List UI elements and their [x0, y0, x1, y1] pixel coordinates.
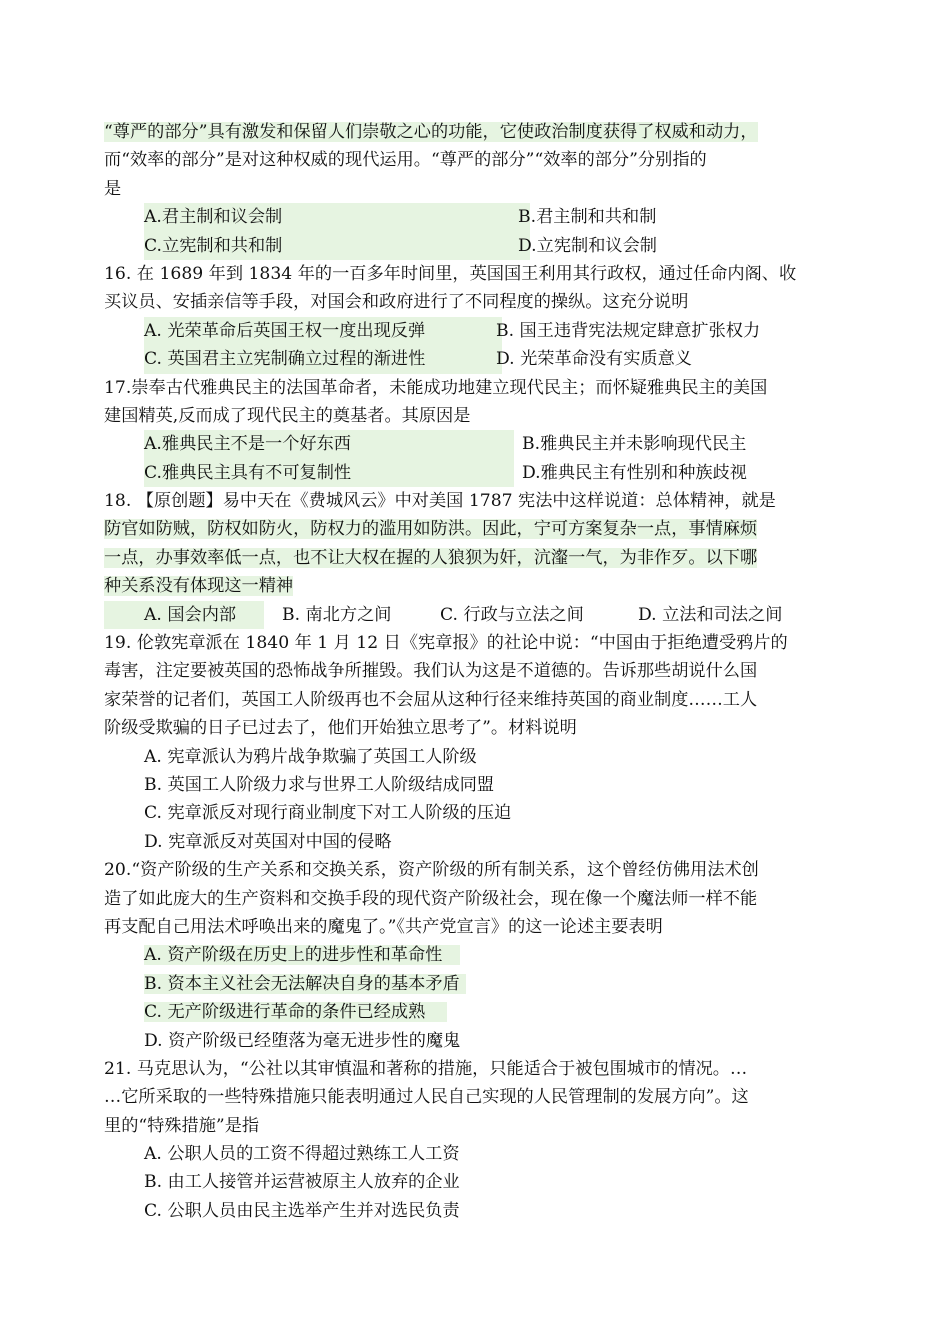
q20-option-a-line: [104, 941, 850, 969]
q17-stem-line-2: 建国精英,反而成了现代民主的奠基者。其原因是: [104, 405, 471, 426]
q16-options-row-1: [104, 317, 850, 345]
q15-option-d: D.立宪制和议会制: [518, 235, 657, 256]
q20-stem-line-1: 20.“资产阶级的生产关系和交换关系，资产阶级的所有制关系，这个曾经仿佛用法术创: [104, 860, 759, 881]
q20-option-d: D. 资产阶级已经堕落为毫无进步性的魔鬼: [144, 1030, 461, 1051]
q16-option-c: C. 英国君主立宪制确立过程的渐进性: [144, 345, 502, 373]
q19-option-b: B. 英国工人阶级力求与世界工人阶级结成同盟: [144, 774, 495, 795]
q17-stem-line-1: 17.崇奉古代雅典民主的法国革命者，未能成功地建立现代民主；而怀疑雅典民主的美国: [104, 377, 768, 398]
q17-options-row-1: [104, 430, 850, 458]
q18-stem-line-4: 种关系没有体现这一精神: [104, 576, 294, 597]
q19-stem-line-2: 毒害，注定要被英国的恐怖战争所摧毁。我们认为这是不道德的。告诉那些胡说什么国: [104, 661, 758, 682]
q20-stem-line-2: 造了如此庞大的生产资料和交换手段的现代资产阶级社会，现在像一个魔法师一样不能: [104, 888, 758, 909]
q16-stem-line-1: 16. 在 1689 年到 1834 年的一百多年时间里，英国国王利用其行政权，通过任命内阁、收: [104, 263, 797, 284]
q15-option-c: C.立宪制和共和制: [144, 232, 530, 260]
q15-stem-line-2: 而“效率的部分”是对这种权威的现代运用。“尊严的部分”“效率的部分”分别指的: [104, 150, 707, 171]
q17-option-b: B.雅典民主并未影响现代民主: [522, 434, 747, 455]
q19-option-a-line: [104, 743, 850, 771]
q20-option-a: A. 资产阶级在历史上的进步性和革命性: [144, 945, 460, 965]
q20-option-c: C. 无产阶级进行革命的条件已经成熟: [144, 1002, 447, 1022]
q18-stem-line-2: 防官如防贼，防权如防火，防权力的滥用如防洪。因此，宁可方案复杂一点，事情麻烦: [104, 519, 758, 540]
q17-option-d: D.雅典民主有性别和种族歧视: [522, 462, 747, 483]
q21-option-c-line: [104, 1197, 850, 1225]
q19-option-d-line: [104, 828, 850, 856]
q17-options-row-2: [104, 459, 850, 487]
q15-options-row-2: [104, 232, 850, 260]
q19-option-c-line: [104, 799, 850, 827]
q21-option-b: B. 由工人接管并运营被原主人放弃的企业: [144, 1172, 460, 1193]
q15-option-a: A.君主制和议会制: [144, 203, 530, 231]
q20-option-c-line: [104, 998, 850, 1026]
q19-option-a: A. 宪章派认为鸦片战争欺骗了英国工人阶级: [144, 746, 477, 767]
q19-option-b-line: [104, 771, 850, 799]
q16-stem-line-2: 买议员、安插亲信等手段，对国会和政府进行了不同程度的操纵。这充分说明: [104, 292, 689, 313]
q20-stem-line-3: 再支配自己用法术呼唤出来的魔鬼了。”《共产党宣言》的这一论述主要表明: [104, 916, 663, 937]
q21-option-a: A. 公职人员的工资不得超过熟练工人工资: [144, 1144, 460, 1165]
q19-stem-line-1: 19. 伦敦宪章派在 1840 年 1 月 12 日《宪章报》的社论中说：“中国由于拒绝遭受鸦片的: [104, 633, 788, 654]
q15-option-b: B.君主制和共和制: [518, 207, 657, 228]
q20-option-b-line: [104, 970, 850, 998]
q16-option-d: D. 光荣革命没有实质意义: [496, 349, 692, 370]
q16-options-row-2: [104, 345, 850, 373]
q17-option-a: A.雅典民主不是一个好东西: [144, 430, 514, 458]
q15-options-row-1: [104, 203, 850, 231]
q20-option-b: B. 资本主义社会无法解决自身的基本矛盾: [144, 974, 466, 994]
q18-option-c: C. 行政与立法之间: [440, 604, 584, 625]
q18-option-b: B. 南北方之间: [282, 604, 392, 625]
q15-stem-line-3: 是: [104, 178, 122, 199]
q16-option-a: A. 光荣革命后英国王权一度出现反弹: [144, 317, 502, 345]
q21-stem-line-1: 21. 马克思认为，“公社以其审慎温和著称的措施，只能适合于被包围城市的情况。…: [104, 1058, 748, 1079]
q19-option-c: C. 宪章派反对现行商业制度下对工人阶级的压迫: [144, 803, 512, 824]
q17-option-c: C.雅典民主具有不可复制性: [144, 459, 514, 487]
q21-option-b-line: [104, 1168, 850, 1196]
q21-option-c: C. 公职人员由民主选举产生并对选民负责: [144, 1200, 460, 1221]
q18-option-d: D. 立法和司法之间: [638, 604, 783, 625]
q18-stem-line-3: 一点，办事效率低一点，也不让大权在握的人狼狈为奸，沆瀣一气，为非作歹。以下哪: [104, 547, 758, 568]
q16-option-b: B. 国王违背宪法规定肆意扩张权力: [496, 320, 761, 341]
q19-stem-line-4: 阶级受欺骗的日子已过去了，他们开始独立思考了”。材料说明: [104, 718, 577, 739]
q19-option-d: D. 宪章派反对英国对中国的侵略: [144, 831, 392, 852]
q19-stem-line-3: 家荣誉的记者们，英国工人阶级再也不会屈从这种行径来维持英国的商业制度……工人: [104, 689, 758, 710]
q18-stem-line-1: 18. 【原创题】易中天在《费城风云》中对美国 1787 宪法中这样说道：总体精神，就是: [104, 491, 776, 512]
q21-stem-line-3: 里的“特殊措施”是指: [104, 1115, 260, 1136]
q21-stem-line-2: …它所采取的一些特殊措施只能表明通过人民自己实现的人民管理制的发展方向”。这: [104, 1087, 749, 1108]
q18-options-row: [104, 601, 850, 629]
q21-option-a-line: [104, 1140, 850, 1168]
q18-option-a: A. 国会内部: [144, 601, 264, 629]
q15-stem-line-1: “尊严的部分”具有激发和保留人们崇敬之心的功能，它使政治制度获得了权威和动力，: [104, 122, 758, 142]
q20-option-d-line: [104, 1027, 850, 1055]
exam-page: [104, 118, 850, 1225]
